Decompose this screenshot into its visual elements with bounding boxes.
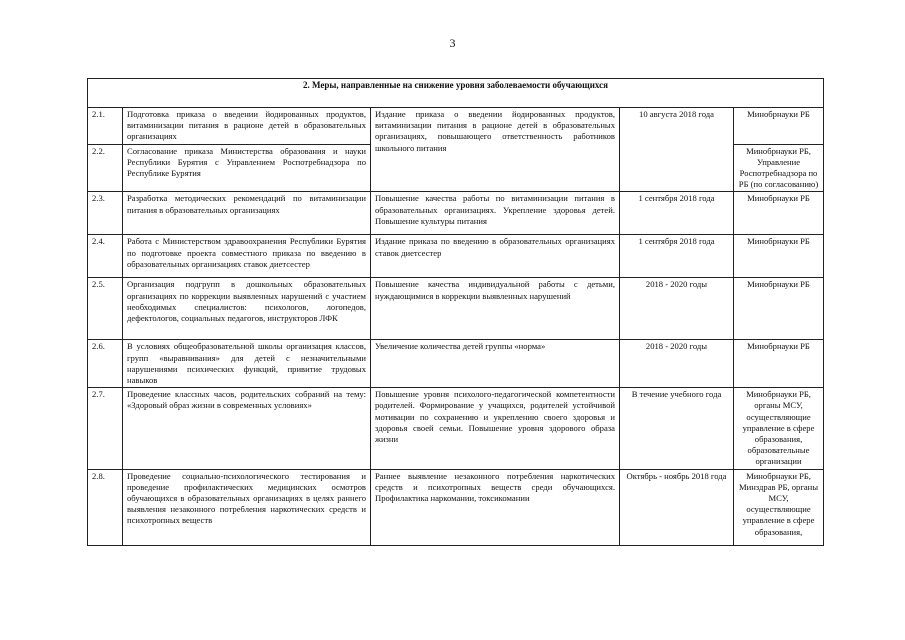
section-header-row xyxy=(88,79,824,108)
measure-cell: Подготовка приказа о введении йодированных продуктов, витаминизации питания в рационе детей в образовательных организациях xyxy=(123,108,371,145)
table-row xyxy=(88,469,824,545)
measure-cell: Проведение социально-психологического тестирования и проведение профилактических медицинских осмотров обучающихся в образовательных организациях в целях раннего выявления незаконного потребления наркотических средств и психотропных веществ xyxy=(123,469,371,545)
responsible-cell: Минобрнауки РБ, органы МСУ, осуществляющие управление в сфере образования, образовательные организации xyxy=(734,388,824,469)
result-cell: Повышение уровня психолого-педагогической компетентности родителей. Формирование у учащихся, родителей устойчивой мотивации по сохранению и укреплению своего здоровья и здоровья своей семьи. Повышение уровня здорового образа жизни xyxy=(371,388,620,469)
responsible-cell: Минобрнауки РБ xyxy=(734,108,824,145)
responsible-cell: Минобрнауки РБ xyxy=(734,278,824,340)
responsible-cell: Минобрнауки РБ xyxy=(734,235,824,278)
row-number: 2.7. xyxy=(88,388,123,469)
row-number: 2.8. xyxy=(88,469,123,545)
responsible-cell: Минобрнауки РБ, Минздрав РБ, органы МСУ, осуществляющие управление в сфере образования, xyxy=(734,469,824,545)
responsible-cell: Минобрнауки РБ, Управление Роспотребнадзора по РБ (по согласованию) xyxy=(734,144,824,192)
result-cell: Увеличение количества детей группы «норма» xyxy=(371,340,620,388)
section-title: 2. Меры, направленные на снижение уровня заболеваемости обучающихся xyxy=(88,79,824,108)
measure-cell: Проведение классных часов, родительских собраний на тему: «Здоровый образ жизни в современных условиях» xyxy=(123,388,371,469)
date-cell: 10 августа 2018 года xyxy=(620,108,734,192)
row-number: 2.2. xyxy=(88,144,123,192)
measure-cell: Работа с Министерством здравоохранения Республики Бурятия по подготовке проекта совместного приказа по введению в образовательных организациях ставок диетсестер xyxy=(123,235,371,278)
measure-cell: Согласование приказа Министерства образования и науки Республики Бурятия с Управлением Роспотребнадзора по Республике Бурятия xyxy=(123,144,371,192)
row-number: 2.6. xyxy=(88,340,123,388)
measures-table xyxy=(87,78,824,546)
page-number: 3 xyxy=(449,36,456,50)
measure-cell: В условиях общеобразовательной школы организация классов, групп «выравнивания» для детей с незначительными нарушениями психических функций, привитие трудовых навыков xyxy=(123,340,371,388)
result-cell: Раннее выявление незаконного потребления наркотических средств и психотропных веществ среди обучающихся. Профилактика наркомании, токсикомании xyxy=(371,469,620,545)
table-row xyxy=(88,340,824,388)
date-cell: 1 сентября 2018 года xyxy=(620,235,734,278)
measure-cell: Разработка методических рекомендаций по витаминизации питания в образовательных организациях xyxy=(123,192,371,235)
table-row xyxy=(88,388,824,469)
table-row xyxy=(88,278,824,340)
table-row xyxy=(88,108,824,145)
date-cell: 1 сентября 2018 года xyxy=(620,192,734,235)
row-number: 2.3. xyxy=(88,192,123,235)
responsible-cell: Минобрнауки РБ xyxy=(734,340,824,388)
result-cell: Издание приказа по введению в образовательных организациях ставок диетсестер xyxy=(371,235,620,278)
date-cell: В течение учебного года xyxy=(620,388,734,469)
date-cell: Октябрь - ноябрь 2018 года xyxy=(620,469,734,545)
row-number: 2.1. xyxy=(88,108,123,145)
date-cell: 2018 - 2020 годы xyxy=(620,340,734,388)
table-row xyxy=(88,235,824,278)
row-number: 2.4. xyxy=(88,235,123,278)
result-cell: Издание приказа о введении йодированных продуктов, витаминизации питания в рационе детей в образовательных организациях, повышающего ответственность работников школьного питания xyxy=(371,108,620,192)
result-cell: Повышение качества работы по витаминизации питания в образовательных организациях. Укрепление здоровья детей. Повышение культуры питания xyxy=(371,192,620,235)
responsible-cell: Минобрнауки РБ xyxy=(734,192,824,235)
measure-cell: Организация подгрупп в дошкольных образовательных организациях по коррекции выявленных нарушений с участием необходимых специалистов: психологов, логопедов, дефектологов, социальных педагогов, инструкторов ЛФК xyxy=(123,278,371,340)
row-number: 2.5. xyxy=(88,278,123,340)
table-row xyxy=(88,192,824,235)
date-cell: 2018 - 2020 годы xyxy=(620,278,734,340)
result-cell: Повышение качества индивидуальной работы с детьми, нуждающимися в коррекции выявленных нарушений xyxy=(371,278,620,340)
